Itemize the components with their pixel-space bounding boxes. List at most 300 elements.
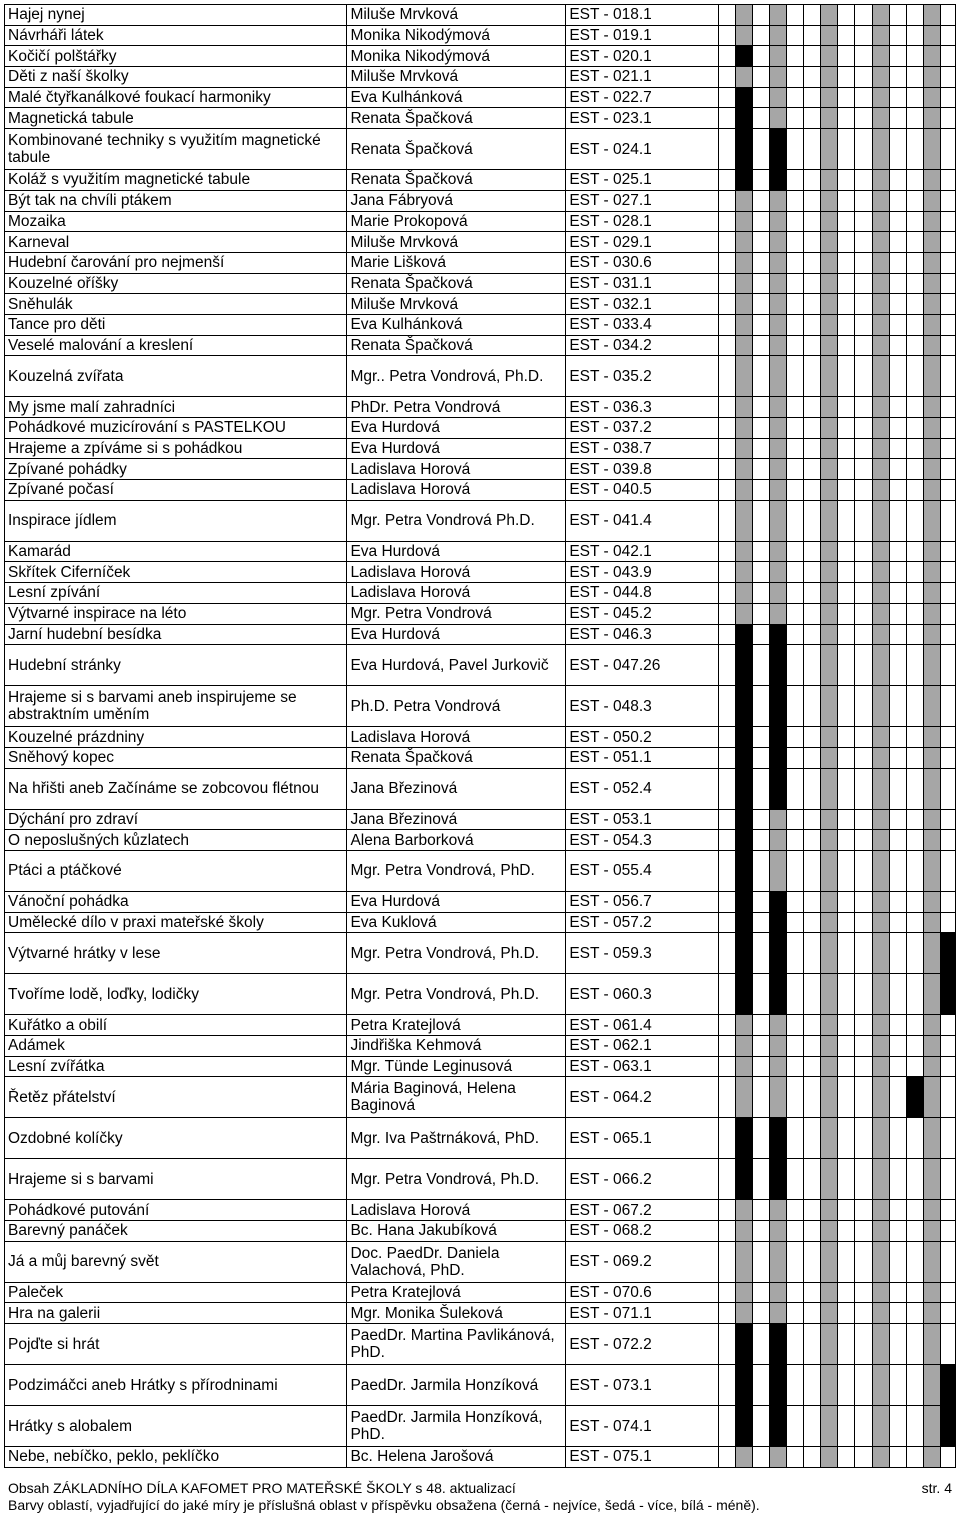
area-mark-white	[889, 830, 906, 851]
area-mark-white	[753, 418, 770, 439]
area-mark-black	[736, 686, 753, 727]
area-mark-gray	[821, 1118, 838, 1159]
area-mark-white	[940, 129, 955, 170]
row-author: Eva Hurdová	[347, 624, 566, 645]
area-mark-gray	[770, 1447, 787, 1468]
table-row	[5, 1159, 956, 1200]
area-mark-white	[940, 1015, 955, 1036]
area-mark-white	[838, 1118, 855, 1159]
area-mark-white	[855, 933, 872, 974]
area-mark-white	[940, 232, 955, 253]
area-mark-gray	[872, 933, 889, 974]
table-row	[5, 974, 956, 1015]
area-mark-gray	[770, 583, 787, 604]
area-mark-white	[787, 1406, 804, 1447]
row-author: Eva Hurdová	[347, 891, 566, 912]
area-mark-white	[838, 25, 855, 46]
area-mark-white	[787, 46, 804, 67]
area-mark-white	[940, 1324, 955, 1365]
area-mark-gray	[872, 1365, 889, 1406]
area-mark-white	[855, 1077, 872, 1118]
area-mark-gray	[821, 314, 838, 335]
area-mark-white	[855, 1406, 872, 1447]
row-author: Ladislava Horová	[347, 1200, 566, 1221]
area-mark-white	[906, 645, 923, 686]
area-mark-white	[787, 1447, 804, 1468]
area-mark-white	[787, 974, 804, 1015]
area-mark-gray	[821, 1036, 838, 1057]
area-mark-white	[787, 686, 804, 727]
row-code: EST - 035.2	[566, 356, 719, 397]
area-mark-white	[804, 809, 821, 830]
area-mark-white	[718, 850, 735, 891]
area-mark-white	[804, 67, 821, 88]
area-mark-white	[804, 747, 821, 768]
area-mark-white	[787, 1365, 804, 1406]
area-mark-gray	[923, 418, 940, 439]
area-mark-white	[718, 562, 735, 583]
area-mark-white	[855, 645, 872, 686]
row-author: Marie Prokopová	[347, 211, 566, 232]
area-mark-white	[787, 87, 804, 108]
row-title: Sněhový kopec	[5, 747, 347, 768]
area-mark-white	[787, 1324, 804, 1365]
row-title: Kombinované techniky s využitím magnetické tabule	[5, 129, 347, 170]
area-mark-white	[940, 67, 955, 88]
area-mark-white	[838, 252, 855, 273]
row-title: Hrajeme si s barvami	[5, 1159, 347, 1200]
table-row	[5, 108, 956, 129]
row-code: EST - 051.1	[566, 747, 719, 768]
area-mark-gray	[821, 129, 838, 170]
area-mark-white	[753, 25, 770, 46]
area-mark-white	[906, 562, 923, 583]
area-mark-white	[855, 747, 872, 768]
table-row	[5, 129, 956, 170]
area-mark-black	[940, 974, 955, 1015]
area-mark-black	[770, 624, 787, 645]
area-mark-white	[889, 1282, 906, 1303]
table-row	[5, 25, 956, 46]
area-mark-gray	[821, 1221, 838, 1242]
row-code: EST - 048.3	[566, 686, 719, 727]
area-mark-white	[838, 933, 855, 974]
area-mark-white	[838, 562, 855, 583]
area-mark-white	[804, 1077, 821, 1118]
area-mark-white	[804, 891, 821, 912]
area-mark-white	[906, 335, 923, 356]
area-mark-white	[804, 645, 821, 686]
area-mark-white	[889, 87, 906, 108]
area-mark-white	[906, 768, 923, 809]
area-mark-white	[804, 459, 821, 480]
area-mark-white	[753, 809, 770, 830]
area-mark-white	[940, 1159, 955, 1200]
area-mark-white	[787, 211, 804, 232]
area-mark-gray	[872, 1118, 889, 1159]
area-mark-gray	[923, 190, 940, 211]
area-mark-white	[718, 1056, 735, 1077]
area-mark-white	[804, 541, 821, 562]
area-mark-white	[940, 25, 955, 46]
area-mark-white	[718, 645, 735, 686]
area-mark-white	[787, 1118, 804, 1159]
row-code: EST - 063.1	[566, 1056, 719, 1077]
row-title: Výtvarné hrátky v lese	[5, 933, 347, 974]
table-row	[5, 170, 956, 191]
table-row	[5, 891, 956, 912]
area-mark-gray	[821, 850, 838, 891]
area-mark-white	[838, 87, 855, 108]
area-mark-gray	[821, 1159, 838, 1200]
area-mark-white	[855, 830, 872, 851]
area-mark-white	[787, 624, 804, 645]
area-mark-gray	[821, 541, 838, 562]
area-mark-gray	[872, 67, 889, 88]
area-mark-white	[753, 438, 770, 459]
area-mark-white	[787, 273, 804, 294]
area-mark-black	[736, 170, 753, 191]
document-page	[4, 4, 956, 1468]
row-author: Mgr. Petra Vondrová	[347, 603, 566, 624]
table-row	[5, 1221, 956, 1242]
area-mark-gray	[770, 252, 787, 273]
area-mark-white	[838, 1365, 855, 1406]
area-mark-white	[906, 252, 923, 273]
area-mark-gray	[821, 830, 838, 851]
area-mark-white	[940, 747, 955, 768]
area-mark-gray	[736, 294, 753, 315]
area-mark-gray	[821, 438, 838, 459]
row-code: EST - 070.6	[566, 1282, 719, 1303]
row-code: EST - 028.1	[566, 211, 719, 232]
area-mark-white	[906, 1324, 923, 1365]
area-mark-white	[889, 933, 906, 974]
area-mark-white	[804, 727, 821, 748]
area-mark-white	[906, 1036, 923, 1057]
row-author: Mgr.. Petra Vondrová, Ph.D.	[347, 356, 566, 397]
area-mark-gray	[872, 5, 889, 26]
area-mark-white	[804, 830, 821, 851]
area-mark-white	[855, 314, 872, 335]
row-author: Ladislava Horová	[347, 727, 566, 748]
area-mark-gray	[770, 1241, 787, 1282]
row-code: EST - 023.1	[566, 108, 719, 129]
area-mark-gray	[872, 1056, 889, 1077]
area-mark-gray	[821, 356, 838, 397]
area-mark-white	[718, 480, 735, 501]
area-mark-white	[940, 418, 955, 439]
area-mark-gray	[821, 335, 838, 356]
row-title: Pojďte si hrát	[5, 1324, 347, 1365]
area-mark-gray	[872, 500, 889, 541]
row-author: Miluše Mrvková	[347, 67, 566, 88]
row-code: EST - 068.2	[566, 1221, 719, 1242]
area-mark-white	[804, 912, 821, 933]
area-mark-gray	[770, 418, 787, 439]
row-code: EST - 021.1	[566, 67, 719, 88]
area-mark-black	[736, 830, 753, 851]
area-mark-white	[889, 1365, 906, 1406]
area-mark-white	[855, 190, 872, 211]
area-mark-gray	[770, 1077, 787, 1118]
area-mark-gray	[821, 5, 838, 26]
area-mark-white	[718, 418, 735, 439]
area-mark-white	[855, 1282, 872, 1303]
row-author: PaedDr. Jarmila Honzíková, PhD.	[347, 1406, 566, 1447]
area-mark-gray	[821, 727, 838, 748]
area-mark-white	[753, 273, 770, 294]
area-mark-black	[770, 686, 787, 727]
area-mark-white	[906, 727, 923, 748]
row-title: Lesní zpívání	[5, 583, 347, 604]
area-mark-gray	[770, 809, 787, 830]
area-mark-black	[736, 768, 753, 809]
area-mark-gray	[923, 1447, 940, 1468]
area-mark-gray	[872, 1077, 889, 1118]
area-mark-gray	[736, 1036, 753, 1057]
area-mark-white	[787, 1303, 804, 1324]
area-mark-black	[736, 1365, 753, 1406]
area-mark-white	[804, 1200, 821, 1221]
area-mark-black	[736, 1159, 753, 1200]
area-mark-gray	[872, 1303, 889, 1324]
area-mark-white	[753, 830, 770, 851]
area-mark-gray	[821, 480, 838, 501]
area-mark-white	[906, 356, 923, 397]
area-mark-white	[753, 1159, 770, 1200]
area-mark-white	[838, 1406, 855, 1447]
area-mark-gray	[770, 1056, 787, 1077]
area-mark-white	[838, 459, 855, 480]
table-row	[5, 459, 956, 480]
area-mark-gray	[872, 1447, 889, 1468]
row-title: Hajej nynej	[5, 5, 347, 26]
area-mark-gray	[736, 562, 753, 583]
area-mark-gray	[736, 190, 753, 211]
area-mark-white	[940, 1447, 955, 1468]
table-row	[5, 747, 956, 768]
area-mark-white	[838, 129, 855, 170]
table-row	[5, 727, 956, 748]
area-mark-black	[770, 1118, 787, 1159]
row-title: Adámek	[5, 1036, 347, 1057]
table-row	[5, 1015, 956, 1036]
area-mark-white	[855, 459, 872, 480]
area-mark-white	[855, 1200, 872, 1221]
area-mark-gray	[821, 25, 838, 46]
area-mark-white	[838, 314, 855, 335]
area-mark-white	[855, 686, 872, 727]
area-mark-gray	[770, 459, 787, 480]
row-author: Miluše Mrvková	[347, 294, 566, 315]
area-mark-white	[906, 686, 923, 727]
area-mark-white	[804, 1159, 821, 1200]
area-mark-white	[718, 1447, 735, 1468]
area-mark-white	[889, 583, 906, 604]
area-mark-gray	[923, 1015, 940, 1036]
row-code: EST - 042.1	[566, 541, 719, 562]
area-mark-white	[940, 1221, 955, 1242]
area-mark-gray	[923, 1282, 940, 1303]
area-mark-white	[855, 5, 872, 26]
row-code: EST - 032.1	[566, 294, 719, 315]
area-mark-white	[838, 5, 855, 26]
area-mark-white	[753, 850, 770, 891]
area-mark-gray	[770, 830, 787, 851]
area-mark-gray	[872, 418, 889, 439]
area-mark-black	[770, 912, 787, 933]
area-mark-white	[753, 1324, 770, 1365]
row-title: Pohádkové muzicírování s PASTELKOU	[5, 418, 347, 439]
row-author: Alena Barborková	[347, 830, 566, 851]
area-mark-white	[753, 727, 770, 748]
area-mark-white	[940, 850, 955, 891]
area-mark-gray	[923, 335, 940, 356]
area-mark-white	[889, 397, 906, 418]
table-row	[5, 624, 956, 645]
area-mark-white	[787, 314, 804, 335]
area-mark-gray	[821, 645, 838, 686]
area-mark-gray	[736, 1447, 753, 1468]
area-mark-white	[940, 891, 955, 912]
area-mark-white	[718, 356, 735, 397]
area-mark-gray	[923, 850, 940, 891]
area-mark-white	[855, 25, 872, 46]
area-mark-white	[889, 232, 906, 253]
area-mark-white	[753, 583, 770, 604]
row-author: Jana Březinová	[347, 809, 566, 830]
area-mark-white	[838, 418, 855, 439]
area-mark-black	[736, 1324, 753, 1365]
row-title: Kuřátko a obilí	[5, 1015, 347, 1036]
area-mark-white	[753, 314, 770, 335]
area-mark-white	[804, 1056, 821, 1077]
area-mark-white	[753, 211, 770, 232]
area-mark-white	[753, 190, 770, 211]
area-mark-white	[718, 583, 735, 604]
area-mark-black	[770, 129, 787, 170]
area-mark-white	[889, 314, 906, 335]
area-mark-white	[889, 603, 906, 624]
area-mark-gray	[923, 356, 940, 397]
area-mark-white	[838, 1447, 855, 1468]
area-mark-white	[787, 891, 804, 912]
area-mark-white	[718, 1118, 735, 1159]
area-mark-gray	[770, 1200, 787, 1221]
area-mark-white	[855, 87, 872, 108]
area-mark-gray	[923, 459, 940, 480]
row-title: Jarní hudební besídka	[5, 624, 347, 645]
area-mark-black	[736, 624, 753, 645]
row-title: Lesní zvířátka	[5, 1056, 347, 1077]
area-mark-gray	[923, 1118, 940, 1159]
table-row	[5, 211, 956, 232]
area-mark-gray	[821, 232, 838, 253]
area-mark-gray	[872, 768, 889, 809]
table-row	[5, 294, 956, 315]
area-mark-white	[718, 1159, 735, 1200]
area-mark-gray	[872, 1221, 889, 1242]
area-mark-gray	[821, 500, 838, 541]
area-mark-gray	[872, 1159, 889, 1200]
area-mark-gray	[770, 1303, 787, 1324]
area-mark-white	[804, 974, 821, 1015]
area-mark-white	[718, 1303, 735, 1324]
area-mark-white	[906, 891, 923, 912]
area-mark-white	[787, 809, 804, 830]
area-mark-white	[838, 273, 855, 294]
area-mark-white	[718, 603, 735, 624]
table-row	[5, 1056, 956, 1077]
row-author: Eva Hurdová	[347, 418, 566, 439]
row-author: Ph.D. Petra Vondrová	[347, 686, 566, 727]
row-author: Mgr. Iva Paštrnáková, PhD.	[347, 1118, 566, 1159]
row-code: EST - 034.2	[566, 335, 719, 356]
area-mark-white	[753, 67, 770, 88]
area-mark-white	[804, 314, 821, 335]
row-title: Magnetická tabule	[5, 108, 347, 129]
row-title: Podzimáčci aneb Hrátky s přírodninami	[5, 1365, 347, 1406]
row-author: Monika Nikodýmová	[347, 46, 566, 67]
area-mark-gray	[923, 768, 940, 809]
area-mark-black	[940, 1365, 955, 1406]
area-mark-white	[787, 67, 804, 88]
area-mark-gray	[770, 294, 787, 315]
area-mark-white	[855, 1447, 872, 1468]
row-author: Ladislava Horová	[347, 562, 566, 583]
area-mark-gray	[872, 830, 889, 851]
area-mark-gray	[736, 1303, 753, 1324]
area-mark-white	[906, 418, 923, 439]
table-row	[5, 603, 956, 624]
area-mark-gray	[821, 1077, 838, 1118]
area-mark-gray	[736, 1200, 753, 1221]
area-mark-gray	[821, 624, 838, 645]
row-title: Dýchání pro zdraví	[5, 809, 347, 830]
area-mark-white	[940, 583, 955, 604]
area-mark-white	[753, 768, 770, 809]
area-mark-white	[753, 624, 770, 645]
area-mark-white	[804, 768, 821, 809]
area-mark-black	[736, 87, 753, 108]
area-mark-gray	[821, 809, 838, 830]
area-mark-white	[787, 1159, 804, 1200]
area-mark-gray	[872, 562, 889, 583]
area-mark-gray	[872, 624, 889, 645]
area-mark-white	[855, 108, 872, 129]
area-mark-white	[804, 418, 821, 439]
area-mark-white	[940, 809, 955, 830]
row-title: Hrátky s alobalem	[5, 1406, 347, 1447]
area-mark-white	[718, 1324, 735, 1365]
area-mark-black	[736, 46, 753, 67]
area-mark-gray	[770, 1036, 787, 1057]
area-mark-gray	[872, 25, 889, 46]
area-mark-gray	[872, 232, 889, 253]
area-mark-white	[804, 1221, 821, 1242]
table-row	[5, 335, 956, 356]
area-mark-white	[889, 252, 906, 273]
area-mark-white	[804, 1365, 821, 1406]
area-mark-white	[906, 190, 923, 211]
area-mark-white	[889, 850, 906, 891]
area-mark-white	[718, 314, 735, 335]
area-mark-white	[940, 294, 955, 315]
area-mark-white	[855, 974, 872, 1015]
area-mark-gray	[821, 87, 838, 108]
area-mark-gray	[923, 1077, 940, 1118]
